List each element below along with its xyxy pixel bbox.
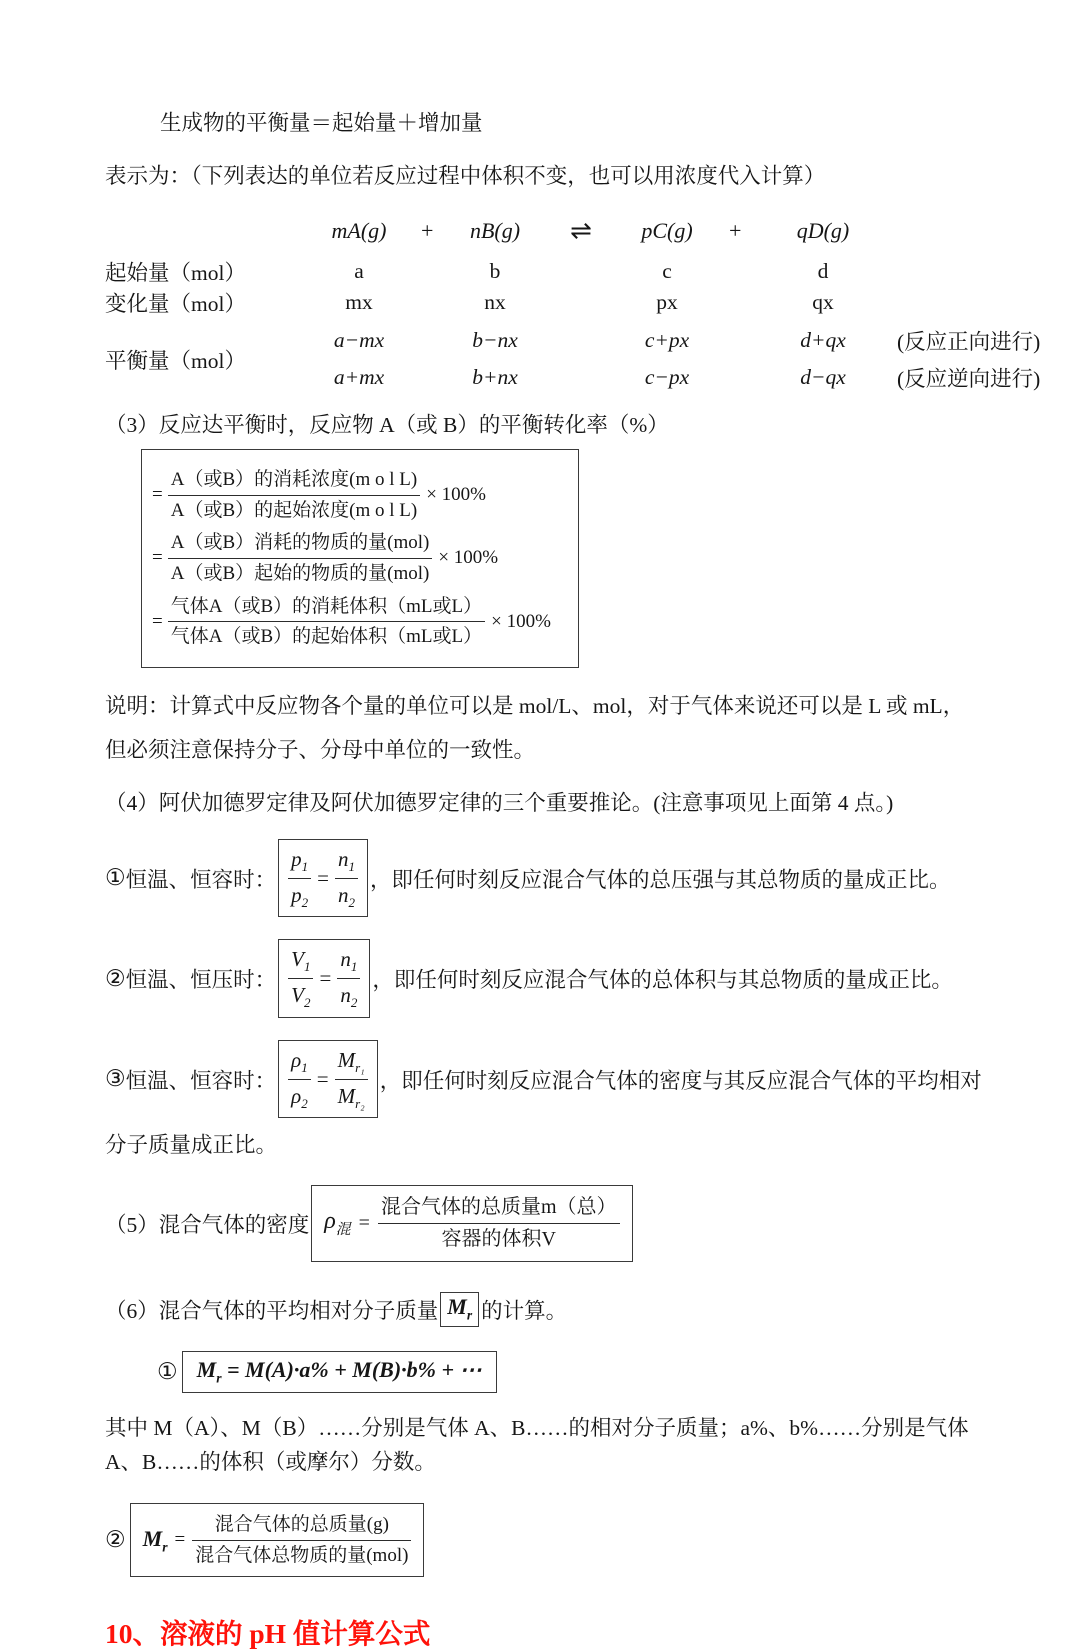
denominator: $\rho_2$ [291,1083,308,1111]
eq-rev-d: d−qx [800,365,846,389]
equals-sign: = [319,966,332,991]
circled-number: ① [157,1358,178,1384]
ratio-formula-box [278,939,370,1018]
density-formula-box [311,1185,632,1262]
start-d: d [817,259,829,283]
fraction [335,845,358,912]
equilibrium-reverse-row [305,359,1040,396]
equation-term-a: mA(g) [331,218,387,243]
equation-term-c: pC(g) [641,218,693,243]
numerator: $\rho_1$ [288,1046,311,1080]
equals-sign: = [358,1212,370,1235]
equation-term-d: qD(g) [796,218,850,243]
denominator: 气体A（或B）的起始体积（mL或L） [170,626,483,648]
equilibrium-arrow: ⇌ [570,216,592,245]
conversion-rate-formula-box [141,449,579,668]
denominator: 容器的体积V [441,1228,556,1251]
section5-density [105,1185,1010,1262]
denominator: A（或B）起始的物质的量(mol) [170,562,430,584]
change-d: qx [812,290,834,314]
section6-average-mass [105,1292,1010,1326]
equals-sign: = [152,547,163,569]
section6-prefix: （6）混合气体的平均相对分子质量 [105,1299,439,1324]
numerator: $M_{r_1}$ [335,1046,368,1080]
row-label: 平衡量（mol） [105,348,246,373]
section5-prefix: （5）混合气体的密度 [105,1213,310,1238]
rho-symbol: $\rho_混$ [324,1208,351,1239]
plus-sign: + [419,218,435,243]
start-a: a [354,259,364,283]
eq-fwd-a: a−mx [333,328,385,352]
equals-sign: = [316,1066,329,1091]
start-b: b [489,259,501,283]
fraction [288,1046,311,1113]
mr-formula-1-box: $M_r = M(A)\cdot a\% + M(B)\cdot b\%$ + ⋯ [182,1351,497,1393]
denominator: $M_{r_2}$ [337,1083,365,1111]
mr-formula-1-body: = M(A)·a% + M(B)·b% + ⋯ [227,1356,482,1382]
circled-number: ② [105,1527,126,1553]
numerator: 气体A（或B）的消耗体积（mL或L） [168,594,485,623]
numerator: 混合气体的总质量(g) [192,1512,411,1541]
section6-suffix: 的计算。 [481,1299,568,1324]
inference-3-continuation: 分子质量成正比。 [105,1133,278,1158]
fraction [168,530,433,586]
equals-sign: = [152,484,163,506]
times-100: × 100% [491,610,551,632]
change-b: nx [484,290,506,314]
fraction [192,1512,411,1568]
numerator: $n_1$ [335,845,358,879]
ratio-formula-box [278,1040,378,1119]
equation-term-b: nB(g) [469,218,521,243]
inference-suffix: ，即任何时刻反应混合气体的总体积与其总物质的量成正比。 [372,968,953,993]
equals-sign: = [317,865,329,890]
unit-note-line-1: 说明：计算式中反应物各个量的单位可以是 mol/L、mol，对于气体来说还可以是 L 或 mL， [105,693,965,718]
numerator: $p_1$ [288,845,311,879]
eq-fwd-c: c+px [644,328,690,352]
start-amount-row [105,256,1010,287]
mr-note-line-1: 其中 M（A）、M（B）……分别是气体 A、B……的相对分子质量；a%、b%……分别是气体 [105,1416,969,1441]
eq-rev-b: b+nx [472,365,518,389]
avogadro-inference-1 [105,839,1010,918]
equals-sign: = [152,610,163,632]
fraction [335,1046,368,1113]
intro-line-1: 生成物的平衡量＝起始量＋增加量 [160,111,483,135]
mr-symbol-box: $M_r$ [440,1292,479,1326]
inference-prefix: 恒温、恒压时： [125,968,277,993]
formula-row [152,467,570,523]
forward-note: (反应正向进行) [897,330,1041,354]
equals-sign: = [174,1529,186,1551]
reaction-equation-row [105,216,1010,246]
mr-formula-1 [105,1351,1010,1393]
fraction [378,1194,620,1253]
equilibrium-values [305,322,1040,396]
numerator: 混合气体的总质量m（总） [378,1194,620,1224]
fraction [168,594,485,650]
denominator: $n_2$ [340,983,358,1011]
inference-suffix: ，即任何时刻反应混合气体的密度与其反应混合气体的平均相对 [379,1068,982,1093]
formula-row [152,594,570,650]
fraction [168,467,420,523]
denominator: $p_2$ [291,882,309,910]
eq-fwd-d: d+qx [800,328,846,352]
mr-formula-2 [105,1503,1010,1577]
eq-rev-c: c−px [644,365,690,389]
change-amount-row [105,287,1010,318]
numerator: $n_1$ [337,945,360,979]
times-100: × 100% [426,484,486,506]
denominator: A（或B）的起始浓度(m o l L) [170,499,418,521]
circled-number: ③ [105,1066,126,1092]
section3-heading: （3）反应达平衡时，反应物 A（或 B）的平衡转化率（%） [105,413,669,437]
mr-formula-2-box [130,1503,425,1577]
row-label: 起始量（mol） [105,261,246,285]
avogadro-inference-2 [105,939,1010,1018]
numerator: A（或B）消耗的物质的量(mol) [168,530,433,559]
equilibrium-amount-block [105,322,1041,396]
denominator: 混合气体总物质的量(mol) [195,1544,409,1566]
unit-note-line-2: 但必须注意保持分子、分母中单位的一致性。 [105,737,536,762]
plus-sign: + [727,218,743,243]
avogadro-inference-3 [105,1040,1010,1119]
row-label: 变化量（mol） [105,292,246,316]
formula-row [152,530,570,586]
inference-prefix: 恒温、恒容时： [125,1068,277,1093]
eq-fwd-b: b−nx [472,328,518,352]
times-100: × 100% [438,547,499,569]
fraction [337,945,360,1012]
numerator: A（或B）的消耗浓度(m o l L) [168,467,420,496]
reverse-note: (反应逆向进行) [897,367,1041,391]
denominator: $n_2$ [338,882,356,910]
change-c: px [656,290,678,314]
numerator: $V_1$ [288,945,313,979]
start-c: c [662,259,672,283]
denominator: $V_2$ [291,983,311,1011]
circled-number: ② [105,965,126,991]
reaction-table [105,216,1041,396]
ratio-formula-box [278,839,368,918]
circled-number: ① [105,865,126,891]
mr-symbol: $M_r$ [142,1525,168,1554]
inference-suffix: ，即任何时刻反应混合气体的总压强与其总物质的量成正比。 [370,867,951,892]
fraction [288,945,313,1012]
inference-prefix: 恒温、恒容时： [125,867,277,892]
intro-line-2: 表示为：（下列表达的单位若反应过程中体积不变，也可以用浓度代入计算） [105,164,826,188]
section10-heading: 10、溶液的 pH 值计算公式 [105,1618,431,1650]
mr-note-line-2: A、B……的体积（或摩尔）分数。 [105,1450,436,1475]
fraction [288,845,311,912]
eq-rev-a: a+mx [333,365,385,389]
change-a: mx [345,290,373,314]
equilibrium-forward-row [305,322,1040,359]
section4-heading: （4）阿伏加德罗定律及阿伏加德罗定律的三个重要推论。(注意事项见上面第 4 点。) [105,790,894,815]
